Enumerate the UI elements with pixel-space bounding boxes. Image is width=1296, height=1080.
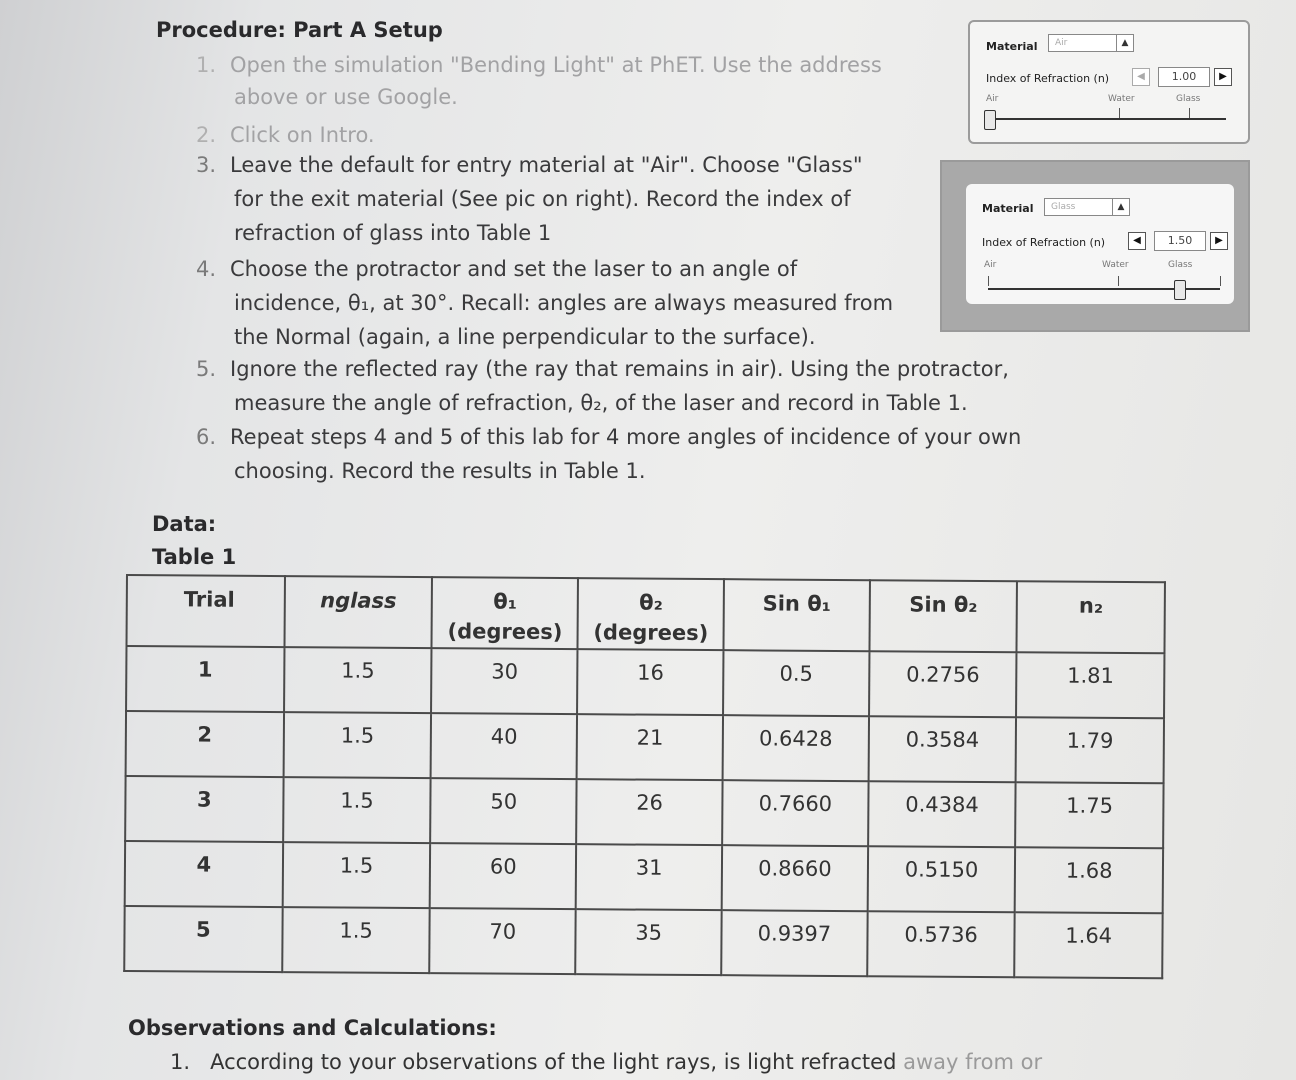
step-text: Leave the default for entry material at "Air". Choose "Glass" [230,153,863,177]
cell-sin-theta2: 0.4384 [868,781,1016,847]
cell-sin-theta1: 0.8660 [722,845,868,911]
increase-index-icon[interactable]: ▶ [1210,232,1228,250]
cell-n2: 1.68 [1015,847,1163,913]
increase-index-icon[interactable]: ▶ [1214,68,1232,86]
cell-nglass: 1.5 [283,712,431,778]
slider-tick [1189,108,1190,118]
step-text: Repeat steps 4 and 5 of this lab for 4 more angles of incidence of your own [230,425,1022,449]
question-text: According to your observations of the light rays, is light refracted [210,1050,897,1074]
step-text: Choose the protractor and set the laser to an angle of [230,257,798,281]
slider-tick [988,276,989,286]
observations-title: Observations and Calculations: [128,1016,497,1040]
table-row [125,776,1163,848]
step-1 [196,48,882,114]
step-text: refraction of glass into Table 1 [234,221,552,245]
step-5 [196,352,1009,420]
cell-trial: 2 [126,711,284,777]
step-2 [196,118,375,152]
step-text: for the exit material (See pic on right). Record the index of [234,187,851,211]
cell-theta1: 70 [430,908,576,974]
cell-nglass: 1.5 [283,777,431,843]
cell-sin-theta1: 0.6428 [723,715,869,781]
step-number: 4. [196,257,217,281]
material-dropdown[interactable] [1048,34,1134,52]
slider-tick [1220,276,1221,286]
material-value: Glass [1051,202,1076,212]
cell-sin-theta1: 0.9397 [721,910,867,976]
cell-n2: 1.75 [1016,782,1164,848]
step-number: 5. [196,357,217,381]
cell-theta2: 35 [575,909,721,975]
table-row [125,841,1163,913]
slider-tick [1118,276,1119,286]
header-n2: n₂ [1017,581,1165,653]
header-theta2: θ₂ (degrees) [578,578,724,650]
index-slider-thumb[interactable] [1174,280,1186,300]
cell-trial: 5 [124,906,282,972]
table-header-row [126,575,1164,653]
index-value[interactable]: 1.50 [1154,231,1206,251]
cell-trial: 3 [125,776,283,842]
cell-n2: 1.79 [1016,717,1164,783]
tick-label-glass: Glass [1176,94,1201,104]
step-text: measure the angle of refraction, θ₂, of the laser and record in Table 1. [234,391,968,415]
header-nglass: nglass [284,576,432,648]
cell-trial: 1 [126,646,284,712]
data-title: Data: [152,512,217,536]
step-text: choosing. Record the results in Table 1. [234,459,646,483]
step-text: Click on Intro. [230,123,375,147]
table-row [126,646,1164,718]
slider-tick [1119,108,1120,118]
header-sin-theta2: Sin θ₂ [869,580,1017,652]
cell-trial: 4 [125,841,283,907]
cell-theta1: 60 [430,843,576,909]
step-text: Ignore the reflected ray (the ray that remains in air). Using the protractor, [230,357,1009,381]
material-label: Material [986,40,1038,53]
cell-nglass: 1.5 [282,907,430,973]
step-number: 6. [196,425,217,449]
data-table [123,574,1166,979]
cell-theta2: 16 [577,649,723,715]
cell-theta1: 50 [431,778,577,844]
step-number: 2. [196,123,217,147]
table-row [124,906,1162,978]
cell-sin-theta2: 0.2756 [869,651,1017,717]
cell-n2: 1.81 [1016,652,1164,718]
tick-label-water: Water [1108,94,1135,104]
header-sin-theta1: Sin θ₁ [724,579,870,651]
cell-theta1: 30 [431,648,577,714]
step-number: 3. [196,153,217,177]
cell-sin-theta1: 0.5 [723,650,869,716]
phet-panel-glass [940,160,1250,332]
table-title: Table 1 [152,545,237,569]
step-4 [196,252,893,354]
decrease-index-icon[interactable]: ◀ [1132,68,1150,86]
index-label: Index of Refraction (n) [986,72,1110,85]
index-label: Index of Refraction (n) [982,236,1106,249]
dropdown-arrow-icon[interactable]: ▲ [1112,199,1129,215]
table-row [126,711,1164,783]
cell-sin-theta2: 0.5736 [867,911,1015,977]
tick-label-glass: Glass [1168,260,1193,270]
tick-label-air: Air [984,260,997,270]
dropdown-arrow-icon[interactable]: ▲ [1116,35,1133,51]
cell-sin-theta2: 0.3584 [868,716,1016,782]
cell-theta1: 40 [431,713,577,779]
material-value: Air [1055,38,1068,48]
step-text: incidence, θ₁, at 30°. Recall: angles are always measured from [234,291,894,315]
index-slider-thumb[interactable] [984,110,996,130]
material-label: Material [982,202,1034,215]
cell-sin-theta2: 0.5150 [867,846,1015,912]
cell-n2: 1.64 [1015,912,1163,978]
cell-theta2: 31 [576,844,722,910]
step-text: above or use Google. [234,85,458,109]
phet-panel-air [968,20,1250,144]
decrease-index-icon[interactable]: ◀ [1128,232,1146,250]
index-value[interactable]: 1.00 [1158,67,1210,87]
step-number: 1. [196,53,217,77]
material-dropdown[interactable] [1044,198,1130,216]
cell-nglass: 1.5 [282,842,430,908]
tick-label-water: Water [1102,260,1129,270]
index-slider-track[interactable] [988,118,1226,120]
cell-nglass: 1.5 [284,647,432,713]
step-text: Open the simulation "Bending Light" at PhET. Use the address [230,53,882,77]
question-text-faded: away from or [903,1050,1043,1074]
step-6 [196,420,1021,488]
step-3 [196,148,863,250]
cell-theta2: 26 [576,779,722,845]
tick-label-air: Air [986,94,999,104]
question-1 [170,1050,1042,1074]
step-text: the Normal (again, a line perpendicular to the surface). [234,325,816,349]
header-theta1: θ₁ (degrees) [432,577,578,649]
procedure-heading: Procedure: Part A Setup [156,18,443,42]
question-number: 1. [170,1050,191,1074]
header-trial: Trial [126,575,284,647]
cell-theta2: 21 [577,714,723,780]
cell-sin-theta1: 0.7660 [722,780,868,846]
